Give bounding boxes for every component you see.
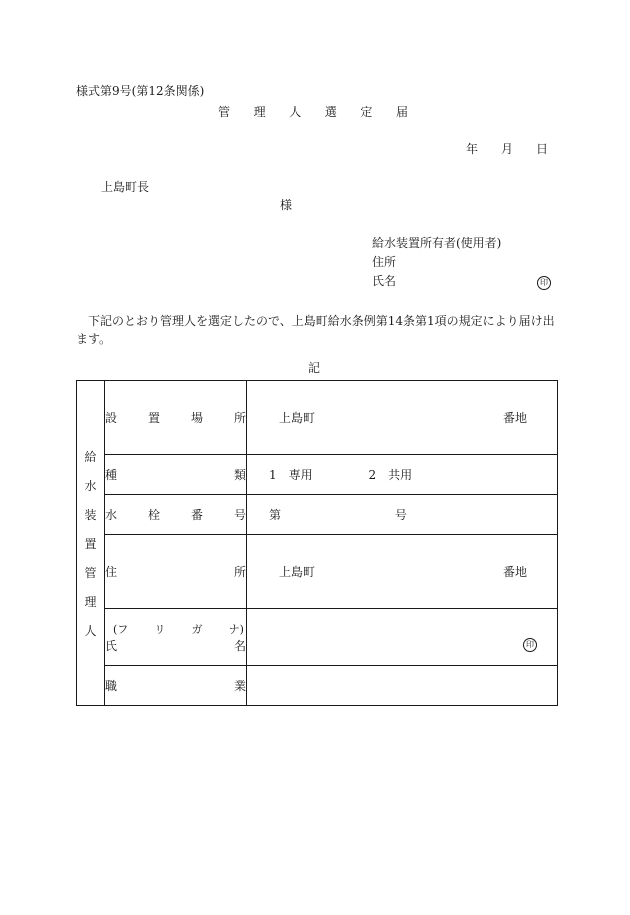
name-label: [105, 609, 247, 666]
location-suffix: 番地: [502, 411, 527, 425]
table-row-occupation: [77, 666, 558, 706]
label-char: 名: [233, 638, 246, 653]
tap-number-field[interactable]: [247, 495, 558, 535]
location-label: [105, 381, 247, 455]
label-char: 住: [105, 565, 118, 579]
furigana-char: (フ: [113, 622, 129, 636]
type-option-shared[interactable]: 2 共用: [368, 468, 413, 482]
seal-mark: 印: [537, 276, 551, 290]
title-char: 届: [395, 105, 408, 119]
honorific: 様: [280, 198, 293, 212]
side-label-char: 管: [84, 565, 97, 580]
tap-number-prefix: 第: [269, 508, 282, 522]
side-label-char: 給: [84, 449, 97, 464]
label-char: 職: [105, 679, 118, 693]
date-year: 年: [466, 142, 479, 156]
type-option-private[interactable]: 1 専用: [269, 468, 313, 482]
table-row-address: [77, 535, 558, 609]
document-title: [218, 104, 408, 120]
addressee: 上島町長: [101, 180, 150, 194]
applicant-role: 給水装置所有者(使用者): [372, 236, 502, 250]
table-row-name: [77, 609, 558, 666]
label-char: 種: [105, 468, 118, 482]
type-label: [105, 455, 247, 495]
date-day: 日: [535, 142, 548, 156]
location-town: 上島町: [279, 411, 316, 425]
label-char: 業: [233, 679, 246, 693]
manager-form-table: [76, 380, 558, 706]
title-char: 人: [289, 105, 302, 119]
label-char: 水: [105, 508, 118, 522]
label-char: 号: [233, 508, 246, 522]
location-field[interactable]: [247, 381, 558, 455]
type-field[interactable]: [247, 455, 558, 495]
side-label-char: 人: [84, 623, 97, 638]
label-char: 氏: [105, 638, 118, 653]
label-char: 類: [233, 468, 246, 482]
tap-number-label: [105, 495, 247, 535]
ki-label: 記: [308, 361, 321, 375]
occupation-field[interactable]: [247, 666, 558, 706]
table-row-location: [77, 381, 558, 455]
applicant-name-label: 氏名: [372, 274, 397, 288]
label-char: 番: [190, 508, 203, 522]
seal-icon: [537, 273, 551, 290]
side-label: [77, 381, 105, 706]
label-char: 栓: [147, 508, 160, 522]
title-char: 選: [324, 105, 337, 119]
address-suffix: 番地: [502, 565, 527, 579]
furigana-char: リ: [154, 622, 166, 636]
address-field[interactable]: [247, 535, 558, 609]
name-field[interactable]: [247, 609, 558, 666]
side-label-char: 水: [84, 478, 97, 493]
occupation-label: [105, 666, 247, 706]
date-line: [466, 141, 548, 157]
name-label-chars: [105, 637, 246, 654]
body-text-line1: 下記のとおり管理人を選定したので、上島町給水条例第14条第1項の規定により届け出: [88, 314, 555, 328]
label-char: 設: [105, 411, 118, 425]
furigana-char: ガ: [191, 622, 203, 636]
address-label: [105, 535, 247, 609]
date-month: 月: [500, 142, 513, 156]
tap-number-suffix: 号: [394, 508, 407, 522]
form-number: 様式第9号(第12条関係): [76, 84, 205, 98]
side-label-char: 理: [84, 594, 97, 609]
label-char: 所: [233, 411, 246, 425]
seal-icon: 印: [523, 638, 537, 652]
side-label-char: 置: [84, 536, 97, 551]
furigana-label: [105, 621, 246, 637]
table-row-type: [77, 455, 558, 495]
furigana-char: ナ): [228, 622, 244, 636]
title-char: 管: [218, 105, 231, 119]
table-row-tap-number: [77, 495, 558, 535]
address-town: 上島町: [279, 565, 316, 579]
body-text-line2: ます。: [76, 332, 112, 346]
title-char: 理: [253, 105, 266, 119]
label-char: 置: [147, 411, 160, 425]
title-char: 定: [360, 105, 373, 119]
label-char: 所: [233, 565, 246, 579]
side-label-char: 装: [84, 507, 97, 522]
label-char: 場: [190, 411, 203, 425]
applicant-address-label: 住所: [372, 255, 397, 269]
